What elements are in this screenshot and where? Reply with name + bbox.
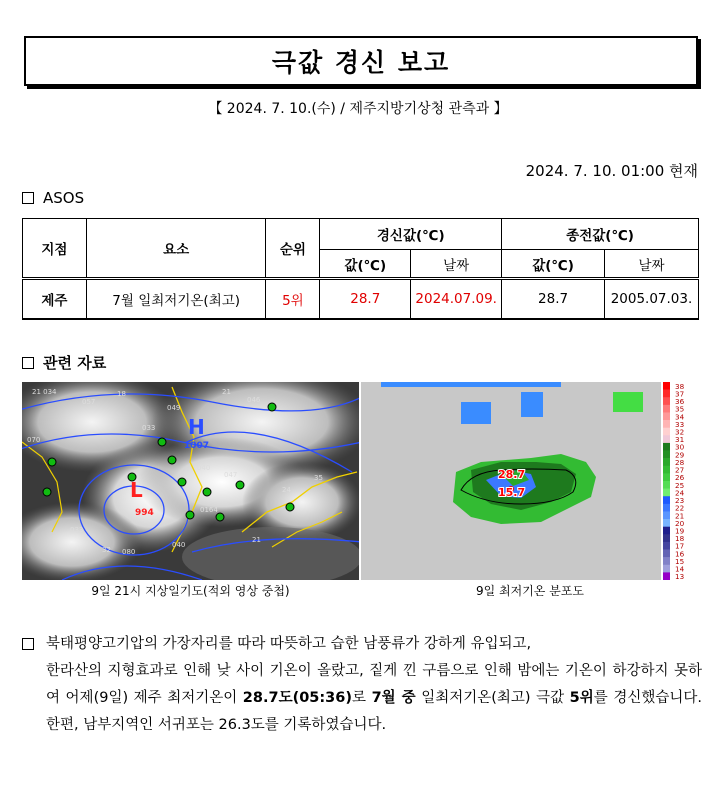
svg-text:033: 033 xyxy=(142,424,156,432)
header-station: 지점 xyxy=(23,219,87,279)
report-subtitle: 【 2024. 7. 10.(수) / 제주지방기상청 관측과 】 xyxy=(208,101,508,117)
colorbar-swatch xyxy=(663,557,670,565)
svg-text:24: 24 xyxy=(282,486,291,494)
svg-text:070: 070 xyxy=(27,436,41,444)
header-new-group: 경신값(℃) xyxy=(320,219,502,250)
high-pressure-label: H xyxy=(188,415,205,439)
svg-text:35: 35 xyxy=(314,474,323,482)
surface-weather-map-graphic xyxy=(22,382,359,580)
summary-paragraph xyxy=(22,631,702,739)
summary-text-d: 를 경신했습니다. 한편, 남부지역인 서귀포는 26.3도를 기록하였습니다. xyxy=(46,690,702,733)
colorbar-swatch xyxy=(663,504,670,512)
cell-station: 제주 xyxy=(23,278,87,319)
colorbar-swatch xyxy=(663,565,670,573)
colorbar-swatch xyxy=(663,527,670,535)
colorbar-swatch xyxy=(663,428,670,436)
surface-weather-map xyxy=(22,382,359,580)
table-row xyxy=(23,278,699,319)
colorbar-tick-label: 30 xyxy=(675,442,685,452)
colorbar-swatch xyxy=(663,473,670,481)
low-pressure-label: L xyxy=(130,478,143,502)
colorbar-tick-label: 25 xyxy=(675,480,685,490)
colorbar-tick-label: 28 xyxy=(675,457,685,467)
min-temperature-map-graphic xyxy=(361,382,661,580)
colorbar-tick-label: 13 xyxy=(675,572,685,580)
colorbar-swatch xyxy=(663,534,670,542)
header-rank: 순위 xyxy=(266,219,320,279)
colorbar-tick-label: 16 xyxy=(675,549,685,559)
colorbar-tick-label: 17 xyxy=(675,541,685,551)
svg-text:047: 047 xyxy=(224,471,238,479)
summary-bold-month: 7월 중 xyxy=(371,690,416,706)
colorbar-tick-label: 24 xyxy=(675,488,685,498)
colorbar-tick-label: 38 xyxy=(675,382,685,391)
colorbar-tick-label: 36 xyxy=(675,397,685,407)
summary-body xyxy=(22,658,702,739)
colorbar-swatch xyxy=(663,435,670,443)
svg-text:21 034: 21 034 xyxy=(32,388,57,396)
colorbar-tick-label: 19 xyxy=(675,526,685,536)
colorbar-swatch xyxy=(663,466,670,474)
colorbar-tick-label: 14 xyxy=(675,564,685,574)
svg-text:080: 080 xyxy=(122,548,136,556)
colorbar-swatch xyxy=(663,496,670,504)
colorbar-swatch xyxy=(663,412,670,420)
header-new-value: 값(℃) xyxy=(320,250,411,278)
colorbar-tick-label: 35 xyxy=(675,404,685,414)
svg-text:046: 046 xyxy=(247,396,261,404)
colorbar-tick-label: 37 xyxy=(675,389,685,399)
colorbar-swatch xyxy=(663,451,670,459)
colorbar-swatch xyxy=(663,489,670,497)
svg-text:21: 21 xyxy=(222,388,231,396)
colorbar-tick-label: 27 xyxy=(675,465,685,475)
high-pressure-value: 1007 xyxy=(184,441,210,451)
seogwipo-temperature-label: 15.7 xyxy=(498,486,526,499)
summary-text-c: 일최저기온(최고) 극값 xyxy=(415,690,570,706)
colorbar-tick-label: 21 xyxy=(675,511,685,521)
colorbar-swatch xyxy=(663,420,670,428)
colorbar-tick-label: 34 xyxy=(675,412,685,422)
colorbar-swatch xyxy=(663,550,670,558)
svg-text:040: 040 xyxy=(197,464,211,472)
colorbar-swatch xyxy=(663,405,670,413)
svg-text:21: 21 xyxy=(252,536,261,544)
report-timestamp: 2024. 7. 10. 01:00 현재 xyxy=(525,162,698,180)
section-asos-heading xyxy=(22,189,84,207)
temperature-colorbar xyxy=(663,382,699,580)
colorbar-tick-label: 33 xyxy=(675,419,685,429)
cell-old-value: 28.7 xyxy=(502,278,605,319)
svg-text:32: 32 xyxy=(102,546,111,554)
colorbar-tick-label: 23 xyxy=(675,496,685,506)
colorbar-swatch xyxy=(663,382,670,390)
colorbar-graphic xyxy=(663,382,699,580)
colorbar-swatch xyxy=(663,443,670,451)
section-asos-label: ASOS xyxy=(43,189,85,207)
cell-new-date: 2024.07.09. xyxy=(411,278,502,319)
checkbox-square-icon xyxy=(22,638,34,650)
svg-text:040: 040 xyxy=(172,541,186,549)
cell-old-date: 2005.07.03. xyxy=(604,278,698,319)
svg-text:057: 057 xyxy=(82,398,96,406)
asos-table xyxy=(22,218,699,320)
colorbar-tick-label: 18 xyxy=(675,534,685,544)
header-new-date: 날짜 xyxy=(411,250,502,278)
colorbar-tick-label: 32 xyxy=(675,427,685,437)
jeju-temperature-label: 28.7 xyxy=(498,468,526,481)
colorbar-swatch xyxy=(663,542,670,550)
summary-text-a: 한라산의 지형효과로 인해 낮 사이 기온이 올랐고, 짙게 낀 구름으로 인해 밤에는 기온이 하강하지 못하여 어제(9일) 제주 최저기온이 xyxy=(46,663,702,706)
header-old-value: 값(℃) xyxy=(502,250,605,278)
checkbox-square-icon xyxy=(22,192,34,204)
temperature-map-caption: 9일 최저기온 분포도 xyxy=(475,584,584,598)
colorbar-tick-label: 29 xyxy=(675,450,685,460)
colorbar-swatch xyxy=(663,481,670,489)
summary-bold-temp: 28.7도(05:36) xyxy=(242,690,352,706)
svg-text:18: 18 xyxy=(117,390,126,398)
colorbar-swatch xyxy=(663,458,670,466)
colorbar-tick-label: 20 xyxy=(675,518,685,528)
colorbar-swatch xyxy=(663,390,670,398)
checkbox-square-icon xyxy=(22,357,34,369)
min-temperature-map xyxy=(361,382,661,580)
header-old-group: 종전값(℃) xyxy=(502,219,699,250)
colorbar-tick-label: 22 xyxy=(675,503,685,513)
section-related-heading xyxy=(22,352,106,373)
summary-bold-rank: 5위 xyxy=(569,690,594,706)
header-element: 요소 xyxy=(86,219,266,279)
svg-text:0164: 0164 xyxy=(200,506,218,514)
summary-text-b: 로 xyxy=(352,690,372,706)
svg-text:033: 033 xyxy=(70,526,84,534)
svg-text:049: 049 xyxy=(167,404,181,412)
colorbar-swatch xyxy=(663,397,670,405)
colorbar-swatch xyxy=(663,519,670,527)
section-related-label: 관련 자료 xyxy=(43,354,107,372)
report-title: 극값 경신 보고 xyxy=(24,36,698,86)
surface-map-caption: 9일 21시 지상일기도(적외 영상 중첩) xyxy=(91,584,290,598)
colorbar-tick-label: 31 xyxy=(675,435,685,445)
colorbar-swatch xyxy=(663,511,670,519)
colorbar-tick-label: 26 xyxy=(675,473,685,483)
header-old-date: 날짜 xyxy=(604,250,698,278)
cell-rank: 5위 xyxy=(266,278,320,319)
cell-element: 7월 일최저기온(최고) xyxy=(86,278,266,319)
low-pressure-value: 994 xyxy=(135,508,154,518)
colorbar-swatch xyxy=(663,572,670,580)
colorbar-tick-label: 15 xyxy=(675,556,685,566)
summary-line1: 북태평양고기압의 가장자리를 따라 따뜻하고 습한 남풍류가 강하게 유입되고, xyxy=(46,636,532,652)
cell-new-value: 28.7 xyxy=(320,278,411,319)
